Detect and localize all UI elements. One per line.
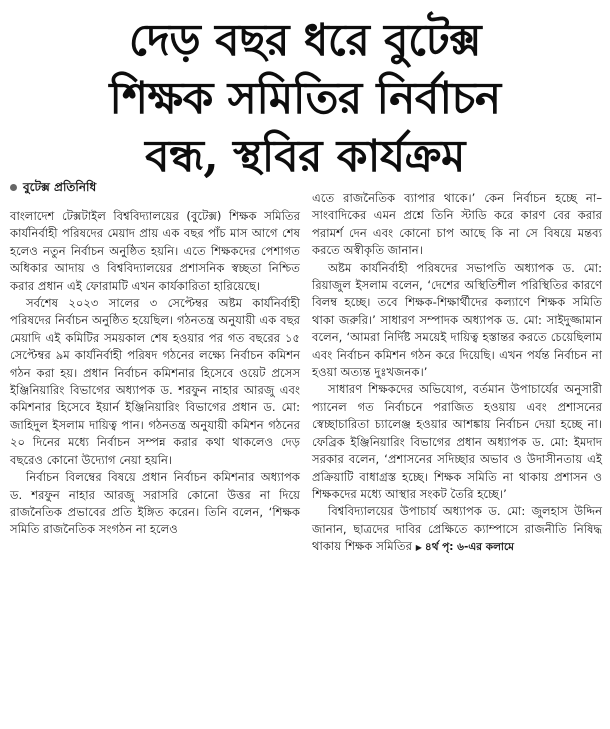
article-headline bbox=[0, 12, 610, 186]
triangle-icon: ▶ bbox=[415, 543, 422, 553]
bullet-icon bbox=[10, 184, 17, 191]
byline-text: বুটেক্স প্রতিনিধি bbox=[23, 180, 97, 194]
continuation-note bbox=[416, 541, 514, 553]
paragraph: অষ্টম কার্যনির্বাহী পরিষদের সভাপতি অধ্যাপক ড. মো: রিয়াজুল ইসলাম বলেন, ‘দেশের অস্থিতিশীল পরিস্থিতির কারণে বিলম্ব হচ্ছে। তবে শিক্ষক-শিক্ষার্থীদের কল্যাণে শিক্ষক সমিতি থাকা জরুরি।’ সাধারণ সম্পাদক অধ্যাপক ড. মো: সাইদুজ্জামান বলেন, ‘আমরা নির্দিষ্ট সময়েই দায়িত্ব হস্তান্তর করতে চেয়েছিলাম এবং নির্বাচন কমিশন গঠন করে দিয়েছি। এখন পর্যন্ত নির্বাচন না হওয়া অত্যন্ত দুঃখজনক।’ bbox=[312, 260, 602, 380]
headline-line-3: বন্ধ, স্থবির কার্যক্রম bbox=[145, 131, 465, 182]
paragraph: এতে রাজনৈতিক ব্যাপার থাকে।’ কেন নির্বাচন হচ্ছে না– সাংবাদিকের এমন প্রশ্নে তিনি স্টাডি করে কারণ বের করার পরামর্শ দেন এবং কোনো চাপ আছে কি না সে বিষয়ে মন্তব্য করতে অস্বীকৃতি জানান। bbox=[312, 191, 602, 258]
left-column bbox=[10, 178, 300, 539]
continuation-text: ৪র্থ পৃ: ৬-এর কলামে bbox=[424, 541, 514, 554]
paragraph: নির্বাচন বিলম্বের বিষয়ে প্রধান নির্বাচন কমিশনার অধ্যাপক ড. শরফুন নাহার আরজু সরাসরি কোনো উত্তর না দিয়ে রাজনৈতিক প্রভাবের প্রতি ইঙ্গিত করেন। তিনি বলেন, ‘শিক্ষক সমিতি রাজনৈতিক সংগঠন না হলেও bbox=[10, 470, 300, 537]
headline-line-2: শিক্ষক সমিতির নির্বাচন bbox=[109, 73, 501, 124]
paragraph bbox=[312, 503, 602, 556]
byline bbox=[10, 178, 300, 196]
right-column bbox=[312, 190, 602, 557]
paragraph: বাংলাদেশ টেক্সটাইল বিশ্ববিদ্যালয়ের (বুটেক্স) শিক্ষক সমিতির কার্যনির্বাহী পরিষদের মেয়াদ প্রায় এক বছর পাঁচ মাস আগে শেষ হলেও নতুন নির্বাচন অনুষ্ঠিত হয়নি। এতে শিক্ষকদের পেশাগত অধিকার আদায় ও বিশ্ববিদ্যালয়ের প্রশাসনিক স্বচ্ছতা নিশ্চিত করার প্রধান এই ফোরামটি এখন কার্যকারিতা হারিয়েছে। bbox=[10, 209, 300, 293]
paragraph: সর্বশেষ ২০২৩ সালের ৩ সেপ্টেম্বর অষ্টম কার্যনির্বাহী পরিষদের নির্বাচন অনুষ্ঠিত হয়েছিল। গঠনতন্ত্র অনুযায়ী এক বছর মেয়াদি এই কমিটির সময়কাল শেষ হওয়ার পর গত বছরের ১৫ সেপ্টেম্বর ৯ম কার্যনির্বাহী পরিষদ গঠনের লক্ষ্যে নির্বাচন কমিশন গঠন করা হয়। প্রধান নির্বাচন কমিশনার হিসেবে ওয়েট প্রসেস ইঞ্জিনিয়ারিং বিভাগের অধ্যাপক ড. শরফুন নাহার আরজু এবং কমিশনার হিসেবে ইয়ার্ন ইঞ্জিনিয়ারিং বিভাগের প্রধান ড. মো: জাহিদুল ইসলাম দায়িত্ব পান। গঠনতন্ত্র অনুযায়ী কমিশন গঠনের ২০ দিনের মধ্যে নির্বাচন সম্পন্ন করার কথা থাকলেও দেড় বছরেও কোনো উদ্যোগ নেয়া হয়নি। bbox=[10, 296, 300, 467]
headline-line-1: দেড় বছর ধরে বুটেক্স bbox=[128, 15, 482, 66]
paragraph: সাধারণ শিক্ষকদের অভিযোগ, বর্তমান উপাচার্যের অনুসারী প্যানেল গত নির্বাচনে পরাজিত হওয়ায় এবং প্রশাসনের স্বেচ্ছাচারিতা চ্যালেঞ্জ হওয়ার আশঙ্কায় নির্বাচন দেয়া হচ্ছে না। ফেব্রিক ইঞ্জিনিয়ারিং বিভাগের প্রধান অধ্যাপক ড. মো: ইমদাদ সরকার বলেন, ‘প্রশাসনের সদিচ্ছার অভাব ও উদাসীনতায় এই প্রক্রিয়াটি বাধাগ্রস্ত হচ্ছে। শিক্ষক সমিতি না থাকায় প্রশাসন ও শিক্ষকদের মধ্যে আস্থার সংকট তৈরি হচ্ছে।’ bbox=[312, 382, 602, 501]
paragraph-text: বিশ্ববিদ্যালয়ের উপাচার্য অধ্যাপক ড. মো: জুলহাস উদ্দিন জানান, ছাত্রদের দাবির প্রেক্ষিতে ক্যাম্পাসে রাজনীতি নিষিদ্ধ থাকায় শিক্ষক সমিতির bbox=[312, 504, 602, 554]
